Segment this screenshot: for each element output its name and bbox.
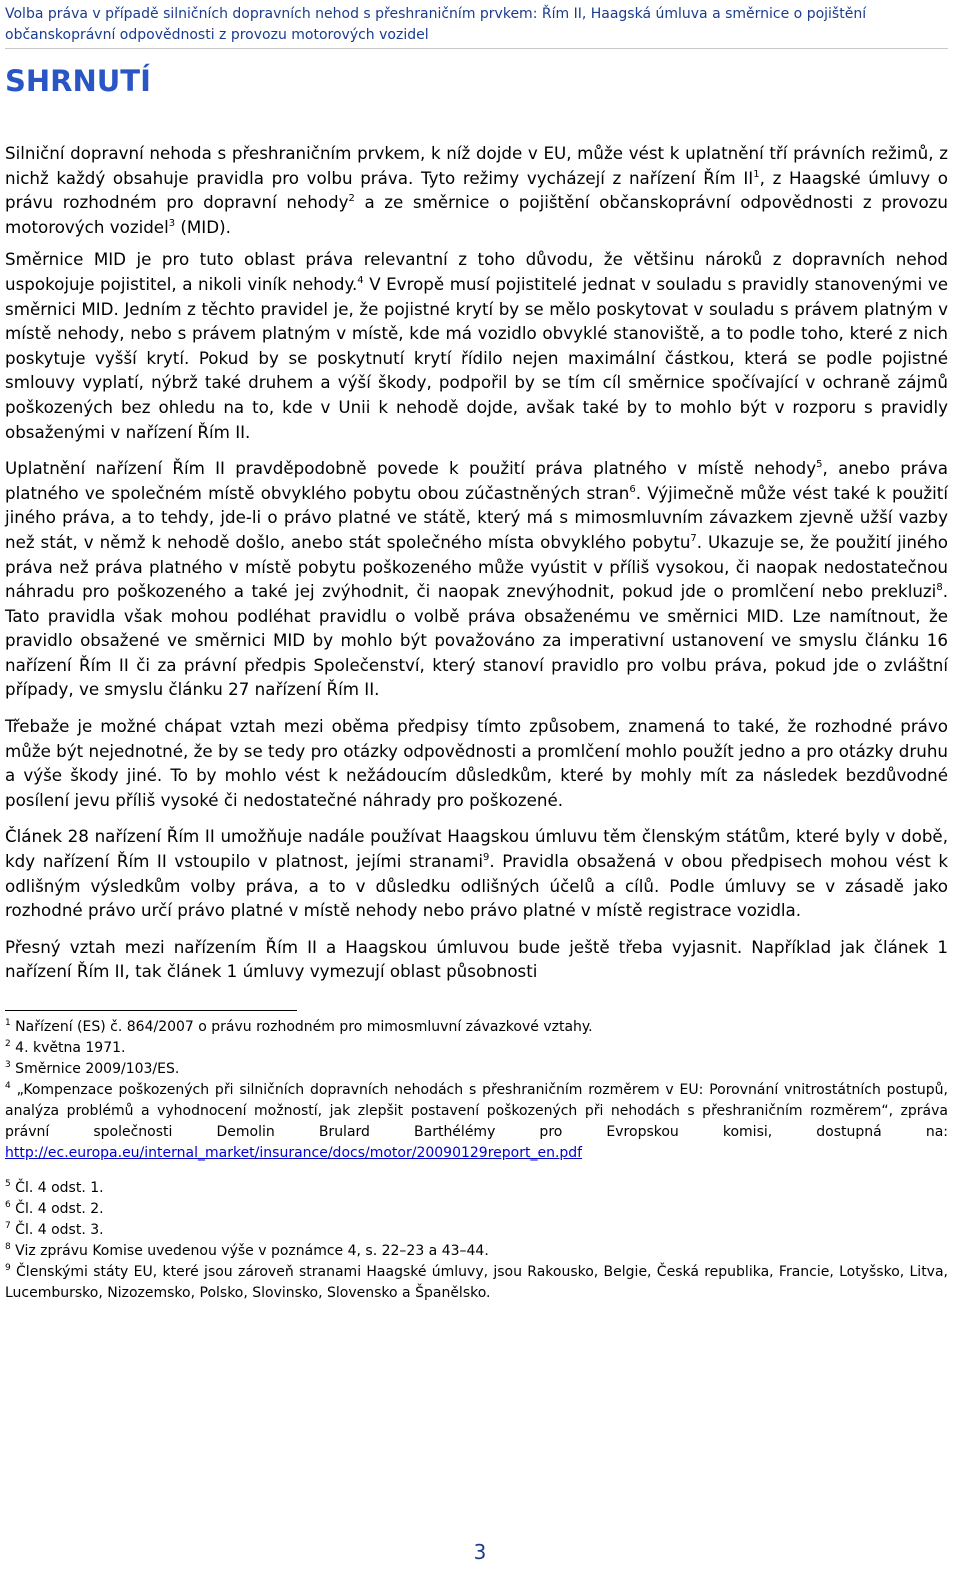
footnote-ref-4[interactable]: 4: [357, 274, 364, 286]
document-body: [5, 141, 948, 984]
paragraph-4: Třebaže je možné chápat vztah mezi oběma předpisy tímto způsobem, znamená to také, že rozhodné právo může být nejednotné, že by se tedy pro otázky odpovědnosti a promlčení mohlo použít jedno a pro otázky druhu a výše škody jiné. To by mohlo vést k nežádoucím důsledkům, které by mohly mít za následek bezdůvodné posílení jevu příliš vysoké či nedostatečné náhrady pro poškozené.: [5, 716, 948, 810]
footnote-ref-2[interactable]: 2: [348, 193, 355, 205]
footnote-8: $^8$ Viz zprávu Komise uvedenou výše v poznámce 4, s. 22–23 a 43–44.: [5, 1242, 489, 1259]
footnote-ref-3[interactable]: 3: [168, 217, 176, 229]
footnote-2: $^2$ 4. května 1971.: [5, 1039, 126, 1056]
footnote-ref-1[interactable]: 1: [753, 168, 760, 180]
footnote-1: $^1$ Nařízení (ES) č. 864/2007 o právu rozhodném pro mimosmluvní závazkové vztahy.: [5, 1018, 593, 1035]
paragraph-3: Uplatnění nařízení Řím II pravděpodobně povede k použití práva platného v místě nehody$^5$, anebo práva platného ve společném místě obvyklého pobytu obou zúčastněných stran$^6$. Výjimečně může vést také k použití jiného práva, a to tehdy, jde-li o právo platné ve státě, který má s mimosmluvním závazkem zjevně užší vazby než stát, v němž k nehodě došlo, anebo stát společného místa obvyklého pobytu$^7$. Ukazuje se, že použití jiného práva než práva platného v místě pobytu poškozeného může vyústit v příliš vysokou, či naopak nedostatečnou náhradu pro poškozeného a také jej zvýhodnit, či naopak znevýhodnit, pokud jde o promlčení nebo prekluzi$^8$. Tato pravidla však mohou podléhat pravidlu o volbě práva obsaženému ve směrnici MID. Lze namítnout, že pravidlo obsažené ve směrnici MID by mohlo být považováno za imperativní ustanovení ve smyslu článku 16 nařízení Řím II či za právní předpis Společenství, který stanoví pravidlo pro volbu práva, pokud jde o zvláštní případy, ve smyslu článku 27 nařízení Řím II.: [5, 458, 948, 700]
footnote-ref-6[interactable]: 6: [629, 483, 636, 495]
footnote-4: $^4$ „Kompenzace poškozených při silničních dopravních nehodách s přeshraničním rozměrem v EU: Porovnání vnitrostátních postupů, analýza problémů a vyhodnocení možností, jak zlepšit postavení poškozených při nehodách s přeshraničním rozměrem“, zpráva právní společnosti Demolin Brulard Barthélémy pro Evropskou komisi, dostupná na: http://ec.europa.eu/internal_market/insurance/docs/motor/20090129report_en.pdf: [5, 1081, 948, 1161]
footnote-ref-7[interactable]: 7: [690, 532, 697, 544]
paragraph-6: Přesný vztah mezi nařízením Řím II a Haagskou úmluvou bude ještě třeba vyjasnit. Například jak článek 1 nařízení Řím II, tak článek 1 úmluvy vymezují oblast působnosti: [5, 936, 948, 982]
footnote-separator: [5, 1010, 297, 1011]
section-title: SHRNUTÍ: [5, 64, 151, 98]
page-number: 3: [473, 1540, 487, 1564]
report-link[interactable]: http://ec.europa.eu/internal_market/insurance/docs/motor/20090129report_en.pdf: [5, 1145, 583, 1161]
footnote-ref-5[interactable]: 5: [816, 459, 823, 471]
footnote-5: $^5$ Čl. 4 odst. 1.: [5, 1179, 104, 1196]
paragraph-2: Směrnice MID je pro tuto oblast práva relevantní z toho důvodu, že většinu nároků z dopravních nehod uspokojuje pojistitel, a nikoli viník nehody.$^4$ V Evropě musí pojistitelé jednat v souladu s pravidly stanovenými ve směrnici MID. Jedním z těchto pravidel je, že pojistné krytí by se mělo poskytovat v souladu s právem platným v místě nehody, nebo s právem platným v místě, kde má vozidlo obvyklé stanoviště, a to podle toho, které z nich poskytuje vyšší krytí. Pokud by se poskytnutí krytí řídilo nejen maximální částkou, která se podle pojistné smlouvy vyplatí, nýbrž také druhem a výší škody, podpořil by se tím cíl směrnice spočívající v ochraně zájmů poškozených bez ohledu na to, kde v Unii k nehodě dojde, avšak také by to mohlo být v rozporu s pravidly obsaženými v nařízení Řím II.: [5, 249, 948, 442]
paragraph-5: Článek 28 nařízení Řím II umožňuje nadále používat Haagskou úmluvu těm členským státům, které byly v době, kdy nařízení Řím II vstoupilo v platnost, jejími stranami$^9$. Pravidla obsažená v obou předpisech mohou vést k odlišným výsledkům volby práva, a to v důsledku odlišných účelů a cílů. Podle úmluvy se v zásadě jako rozhodné právo určí právo platné v místě nehody nebo právo platné v místě registrace vozidla.: [5, 826, 949, 921]
footnotes: [5, 1017, 948, 1304]
footnote-ref-8[interactable]: 8: [936, 582, 943, 594]
footnote-9: $^9$ Členskými státy EU, které jsou zároveň stranami Haagské úmluvy, jsou Rakousko, Belgie, Česká republika, Francie, Lotyšsko, Litva, Lucembursko, Nizozemsko, Polsko, Slovinsko, Slovensko a Španělsko.: [5, 1263, 948, 1301]
footnote-ref-9[interactable]: 9: [483, 852, 490, 864]
footnote-3: $^3$ Směrnice 2009/103/ES.: [5, 1060, 180, 1077]
footnote-7: $^7$ Čl. 4 odst. 3.: [5, 1221, 104, 1238]
running-header: Volba práva v případě silničních dopravních nehod s přeshraničním prvkem: Řím II, Haagská úmluva a směrnice o pojištění občanskoprávní odpovědnosti z provozu motorových vozidel: [5, 0, 948, 49]
document-page: [5, 0, 948, 1304]
paragraph-1: Silniční dopravní nehoda s přeshraničním prvkem, k níž dojde v EU, může vést k uplatnění tří právních režimů, z nichž každý obsahuje pravidla pro volbu práva. Tyto režimy vycházejí z nařízení Řím $II^1$, z Haagské úmluvy o právu rozhodném pro dopravní nehody$^2$ a ze směrnice o pojištění občanskoprávní odpovědnosti z provozu motorových vozidel$^3$ (MID).: [5, 143, 948, 237]
footnote-6: $^6$ Čl. 4 odst. 2.: [5, 1200, 104, 1217]
